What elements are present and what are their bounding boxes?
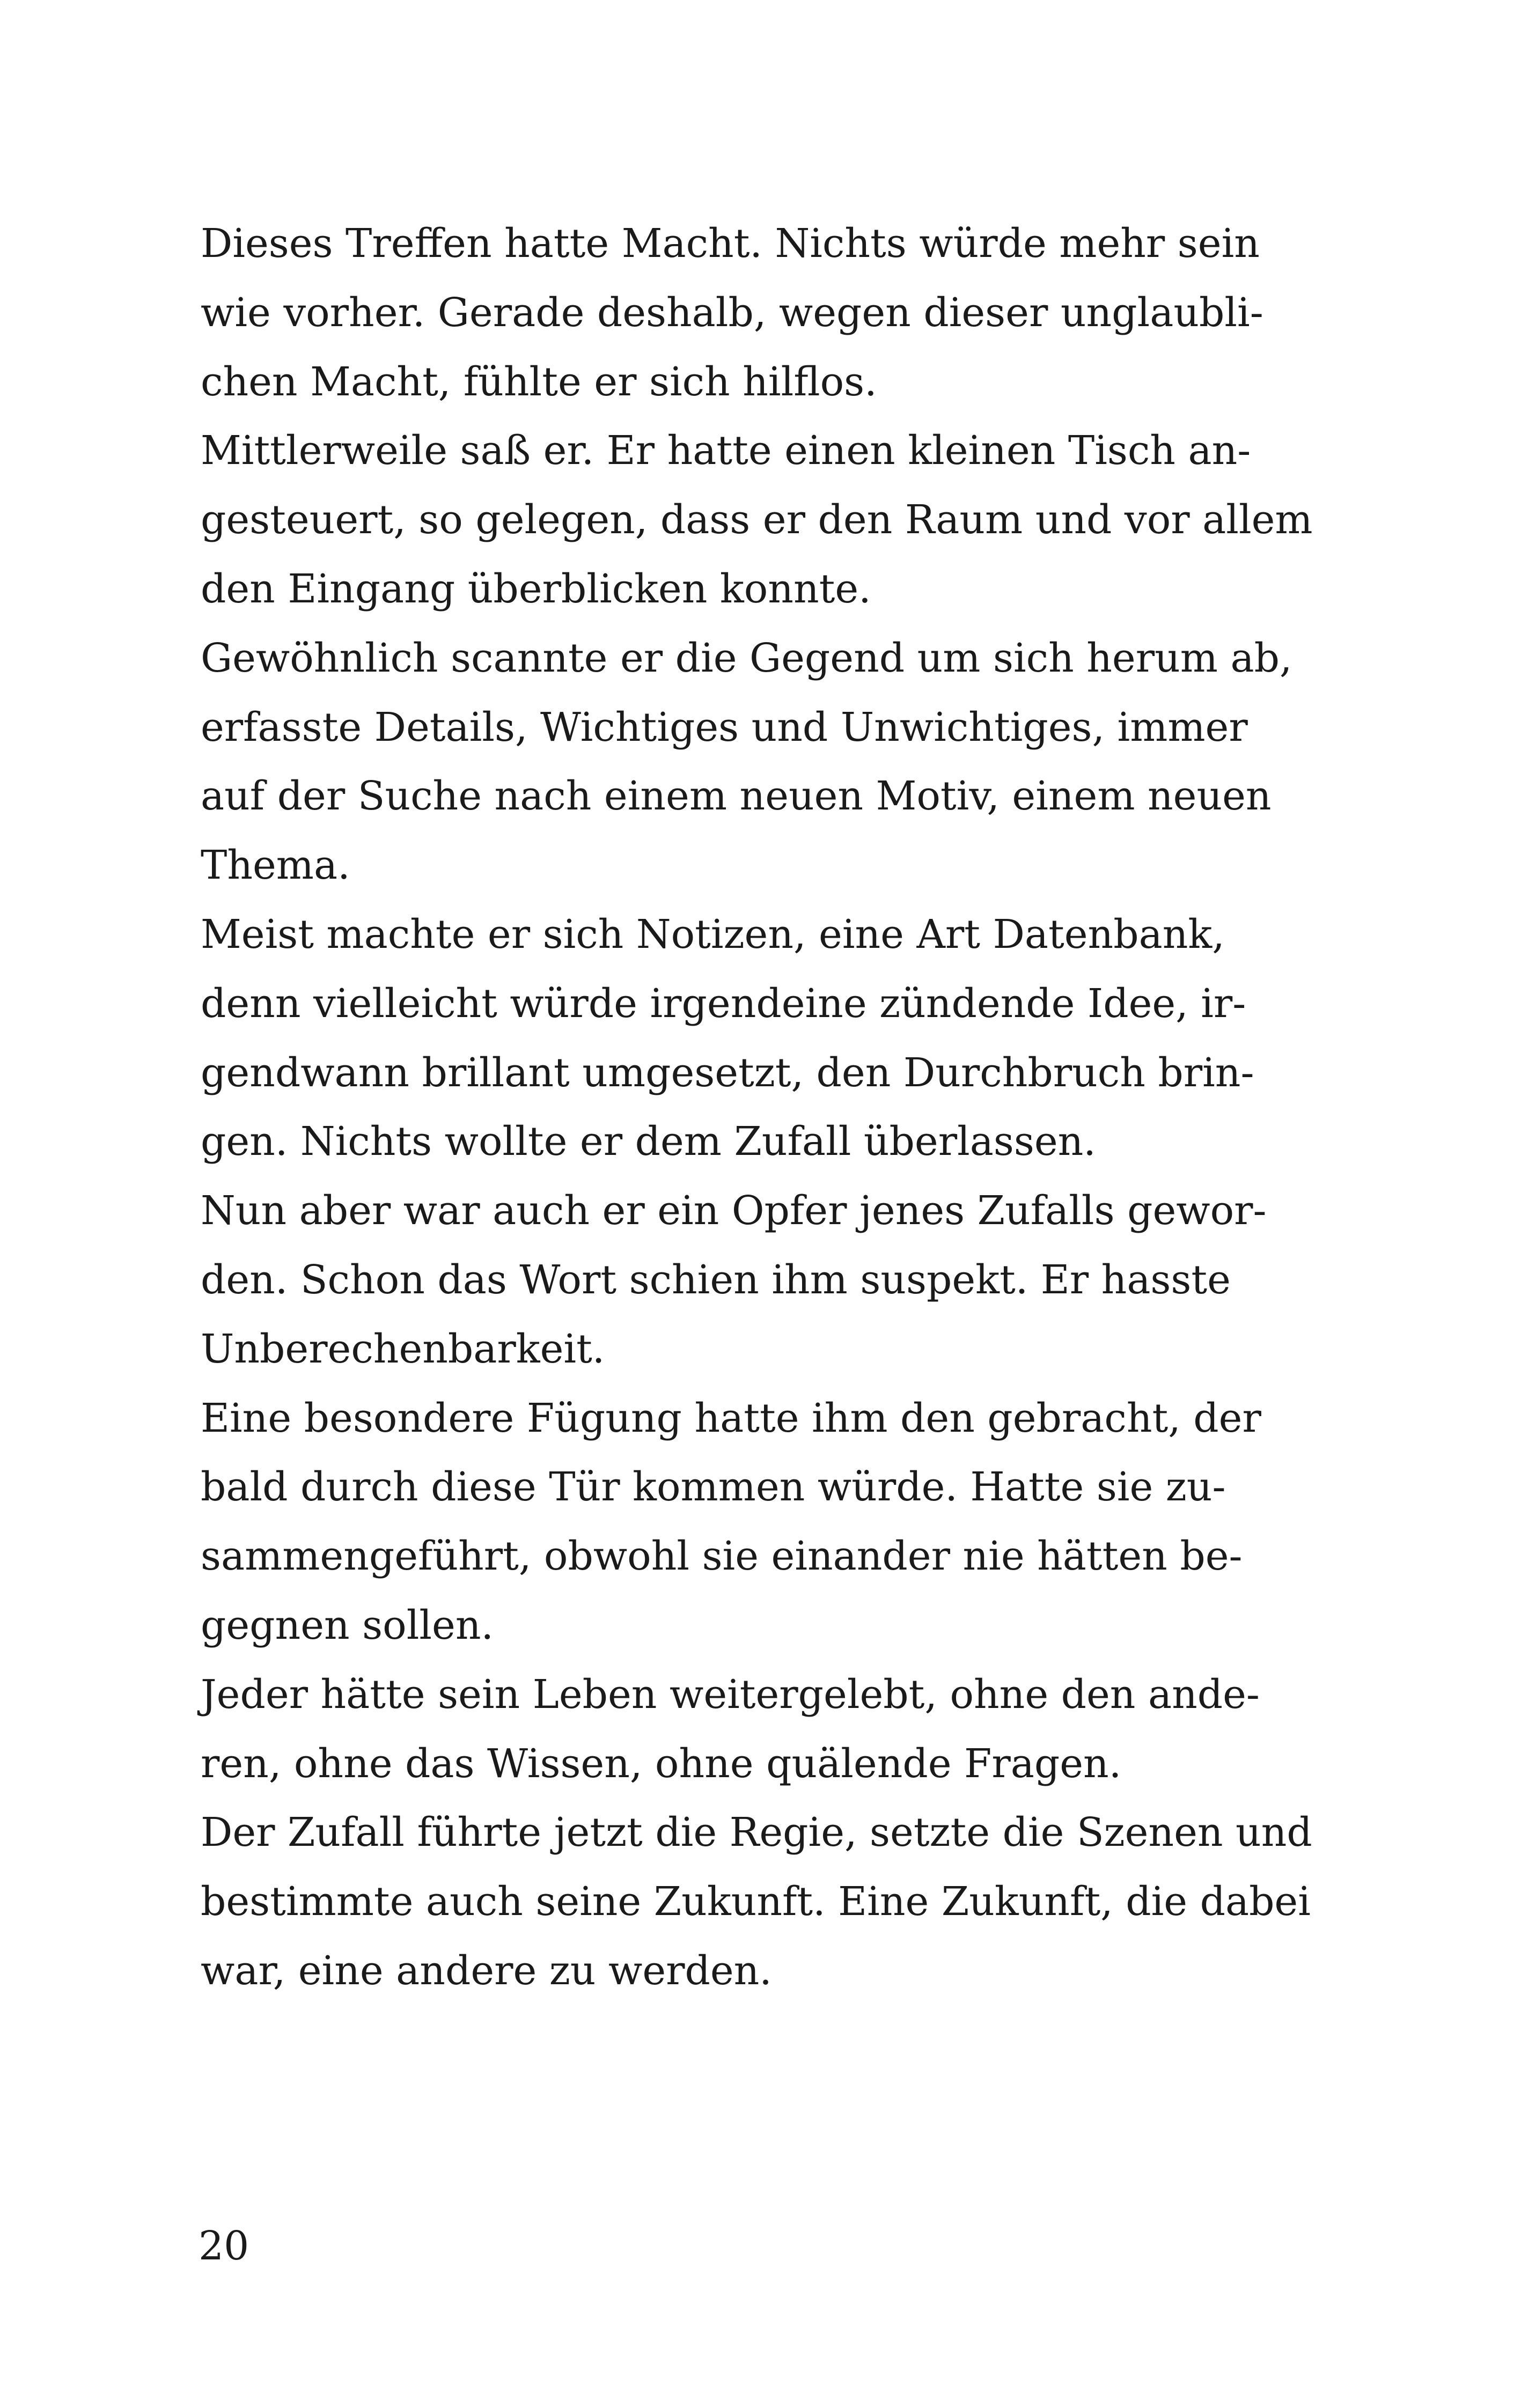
text-line: Eine besondere Fügung hatte ihm den gebracht, der: [201, 1395, 1261, 1441]
text-line: Nun aber war auch er ein Opfer jenes Zufalls gewor-: [201, 1188, 1267, 1234]
text-line: Unberechenbarkeit.: [201, 1325, 605, 1372]
text-line: erfasste Details, Wichtiges und Unwichtiges, immer: [201, 704, 1248, 750]
page-number: 20: [199, 2223, 249, 2269]
text-line: sammengeführt, obwohl sie einander nie hätten be-: [201, 1533, 1243, 1580]
text-line: den Eingang überblicken konnte.: [201, 565, 871, 612]
text-line: gendwann brillant umgesetzt, den Durchbruch brin-: [201, 1049, 1254, 1096]
paragraph: [201, 900, 1274, 1176]
text-line: Gewöhnlich scannte er die Gegend um sich herum ab,: [201, 635, 1292, 681]
paragraph: [201, 209, 1274, 416]
body-text: [201, 209, 1313, 2006]
text-line: Jeder hätte sein Leben weitergelebt, ohne den ande-: [201, 1671, 1260, 1718]
paragraph: [201, 1660, 1274, 1799]
text-line: war, eine andere zu werden.: [201, 1947, 772, 1994]
paragraph: [201, 1798, 1312, 2005]
text-line: ren, ohne das Wissen, ohne quälende Fragen.: [201, 1740, 1122, 1787]
text-line: chen Macht, fühlte er sich hilflos.: [201, 358, 877, 405]
text-line: bald durch diese Tür kommen würde. Hatte sie zu-: [201, 1464, 1226, 1511]
text-line: den. Schon das Wort schien ihm suspekt. Er hasste: [201, 1256, 1231, 1303]
text-line: Der Zufall führte jetzt die Regie, setzte die Szenen und: [201, 1809, 1312, 1856]
text-line: gesteuert, so gelegen, dass er den Raum und vor allem: [201, 497, 1313, 543]
paragraph: [201, 1176, 1274, 1383]
text-line: denn vielleicht würde irgendeine zündende Idee, ir-: [201, 980, 1246, 1027]
text-line: Dieses Treffen hatte Macht. Nichts würde mehr sein: [201, 220, 1260, 267]
text-line: bestimmte auch seine Zukunft. Eine Zukunft, die dabei: [201, 1879, 1311, 1925]
paragraph: [201, 416, 1313, 623]
text-line: gen. Nichts wollte er dem Zufall überlassen.: [201, 1118, 1096, 1165]
paragraph: [201, 624, 1292, 900]
text-line: Thema.: [201, 842, 350, 889]
paragraph: [201, 1384, 1274, 1660]
text-line: gegnen sollen.: [201, 1602, 494, 1648]
text-line: wie vorher. Gerade deshalb, wegen dieser unglaubli-: [201, 289, 1263, 336]
text-line: auf der Suche nach einem neuen Motiv, einem neuen: [201, 773, 1272, 820]
text-line: Meist machte er sich Notizen, eine Art Datenbank,: [201, 911, 1225, 958]
text-line: Mittlerweile saß er. Er hatte einen kleinen Tisch an-: [201, 428, 1251, 474]
